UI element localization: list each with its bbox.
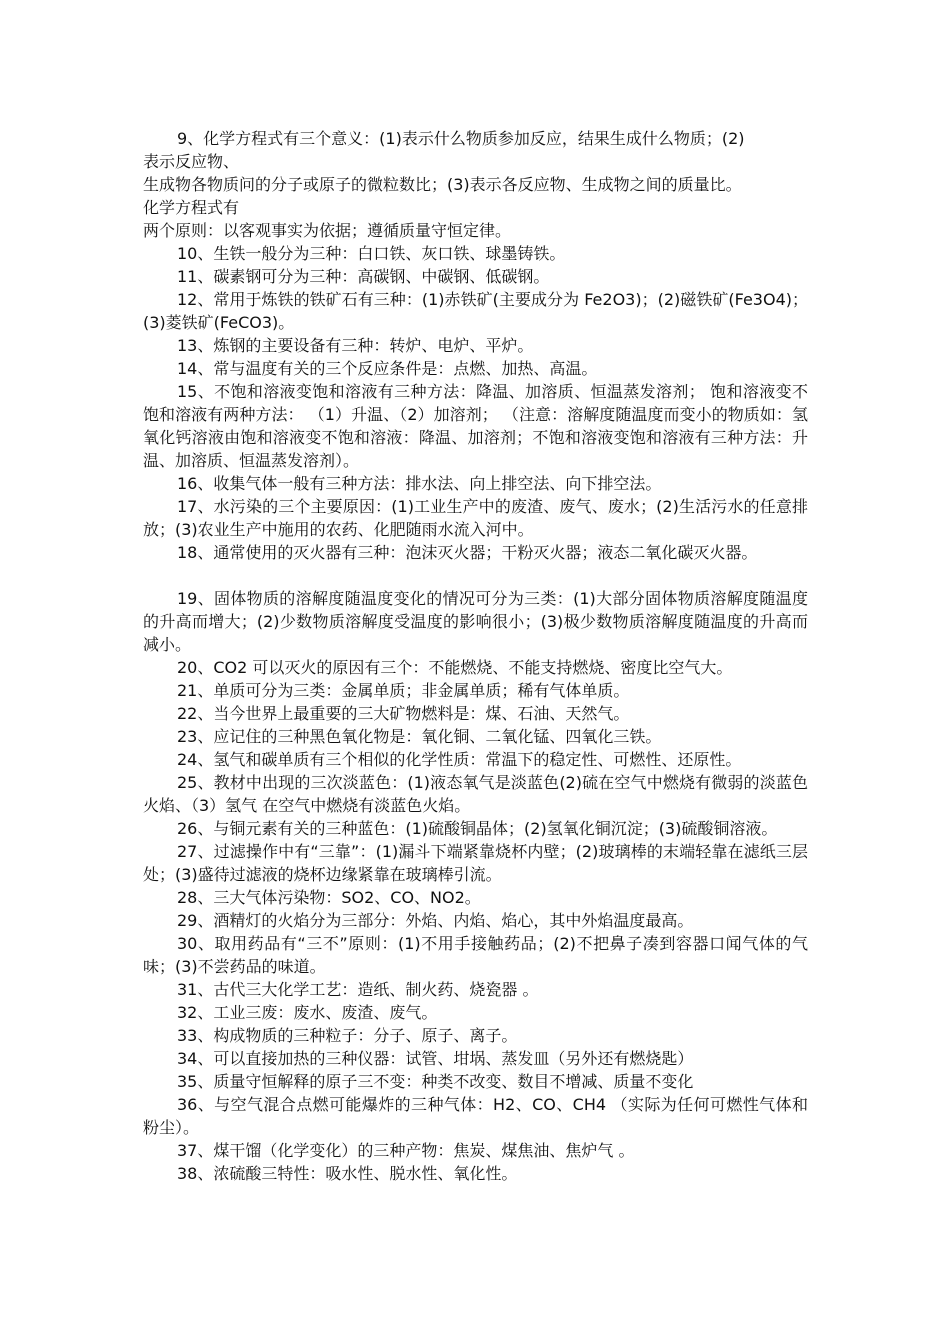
- item-28: 28、三大气体污染物：SO2、CO、NO2。: [177, 888, 481, 907]
- item-35: 35、质量守恒解释的原子三不变：种类不改变、数目不增减、质量不变化: [177, 1072, 694, 1091]
- item-25: 25、教材中出现的三次淡蓝色：(1)液态氧气是淡蓝色(2)硫在空气中燃烧有微弱的淡蓝色火焰、（3）氢气 在空气中燃烧有淡蓝色火焰。: [143, 773, 808, 815]
- item-38: 38、浓硫酸三特性：吸水性、脱水性、氧化性。: [177, 1164, 518, 1183]
- item-19: 19、固体物质的溶解度随温度变化的情况可分为三类：(1)大部分固体物质溶解度随温度的升高而增大；(2)少数物质溶解度受温度的影响很小；(3)极少数物质溶解度随温度的升高而减小。: [143, 589, 808, 654]
- item-9-line-3: 生成物各物质问的分子或原子的微粒数比；(3)表示各反应物、生成物之间的质量比。: [143, 175, 742, 194]
- item-9-line-5: 两个原则：以客观事实为依据；遵循质量守恒定律。: [143, 221, 512, 240]
- item-23: 23、应记住的三种黑色氧化物是：氧化铜、二氧化锰、四氧化三铁。: [177, 727, 662, 746]
- item-29: 29、酒精灯的火焰分为三部分：外焰、内焰、焰心，其中外焰温度最高。: [177, 911, 694, 930]
- item-13: 13、炼钢的主要设备有三种：转炉、电炉、平炉。: [177, 336, 534, 355]
- item-36: 36、与空气混合点燃可能爆炸的三种气体：H2、CO、CH4 （实际为任何可燃性气体和粉尘）。: [143, 1095, 808, 1137]
- item-18: 18、通常使用的灭火器有三种：泡沫灭火器；干粉灭火器；液态二氧化碳灭火器。: [177, 543, 758, 562]
- item-10: 10、生铁一般分为三种：白口铁、灰口铁、球墨铸铁。: [177, 244, 566, 263]
- item-21: 21、单质可分为三类：金属单质；非金属单质；稀有气体单质。: [177, 681, 630, 700]
- item-9-line-2: 表示反应物、: [143, 152, 240, 171]
- document-body: [143, 127, 808, 1185]
- item-11: 11、碳素钢可分为三种：高碳钢、中碳钢、低碳钢。: [177, 267, 550, 286]
- item-31: 31、古代三大化学工艺：造纸、制火药、烧瓷器 。: [177, 980, 539, 999]
- item-20: 20、CO2 可以灭火的原因有三个：不能燃烧、不能支持燃烧、密度比空气大。: [177, 658, 733, 677]
- blank-line: [143, 564, 808, 587]
- item-17: 17、水污染的三个主要原因：(1)工业生产中的废渣、废气、废水；(2)生活污水的任意排放；(3)农业生产中施用的农药、化肥随雨水流入河中。: [143, 497, 808, 539]
- item-9-line-4: 化学方程式有: [143, 198, 240, 217]
- item-30: 30、取用药品有“三不”原则：(1)不用手接触药品；(2)不把鼻子凑到容器口闻气体的气味；(3)不尝药品的味道。: [143, 934, 808, 976]
- item-12: 12、常用于炼铁的铁矿石有三种：(1)赤铁矿(主要成分为 Fe2O3)；(2)磁铁矿(Fe3O4)；(3)菱铁矿(FeCO3)。: [143, 290, 808, 332]
- item-26: 26、与铜元素有关的三种蓝色：(1)硫酸铜晶体；(2)氢氧化铜沉淀；(3)硫酸铜溶液。: [177, 819, 778, 838]
- item-15: 15、不饱和溶液变饱和溶液有三种方法：降温、加溶质、恒温蒸发溶剂； 饱和溶液变不饱和溶液有两种方法： （1）升温、（2）加溶剂； （注意：溶解度随温度而变小的物质如：氢氧化钙溶液由饱和溶液变不饱和溶液：降温、加溶剂；不饱和溶液变饱和溶液有三种方法：升温、加溶质、恒温蒸发溶剂）。: [143, 382, 808, 470]
- item-33: 33、构成物质的三种粒子：分子、原子、离子。: [177, 1026, 518, 1045]
- item-32: 32、工业三废：废水、废渣、废气。: [177, 1003, 438, 1022]
- item-37: 37、煤干馏（化学变化）的三种产物：焦炭、煤焦油、焦炉气 。: [177, 1141, 635, 1160]
- item-34: 34、可以直接加热的三种仪器：试管、坩埚、蒸发皿（另外还有燃烧匙）: [177, 1049, 694, 1068]
- item-16: 16、收集气体一般有三种方法：排水法、向上排空法、向下排空法。: [177, 474, 662, 493]
- item-14: 14、常与温度有关的三个反应条件是：点燃、加热、高温。: [177, 359, 598, 378]
- item-9-line-1: 9、化学方程式有三个意义：(1)表示什么物质参加反应，结果生成什么物质；(2): [177, 129, 745, 148]
- item-24: 24、氢气和碳单质有三个相似的化学性质：常温下的稳定性、可燃性、还原性。: [177, 750, 742, 769]
- item-27: 27、过滤操作中有“三靠”：(1)漏斗下端紧靠烧杯内壁；(2)玻璃棒的末端轻靠在滤纸三层处；(3)盛待过滤液的烧杯边缘紧靠在玻璃棒引流。: [143, 842, 808, 884]
- item-22: 22、当今世界上最重要的三大矿物燃料是：煤、石油、天然气。: [177, 704, 630, 723]
